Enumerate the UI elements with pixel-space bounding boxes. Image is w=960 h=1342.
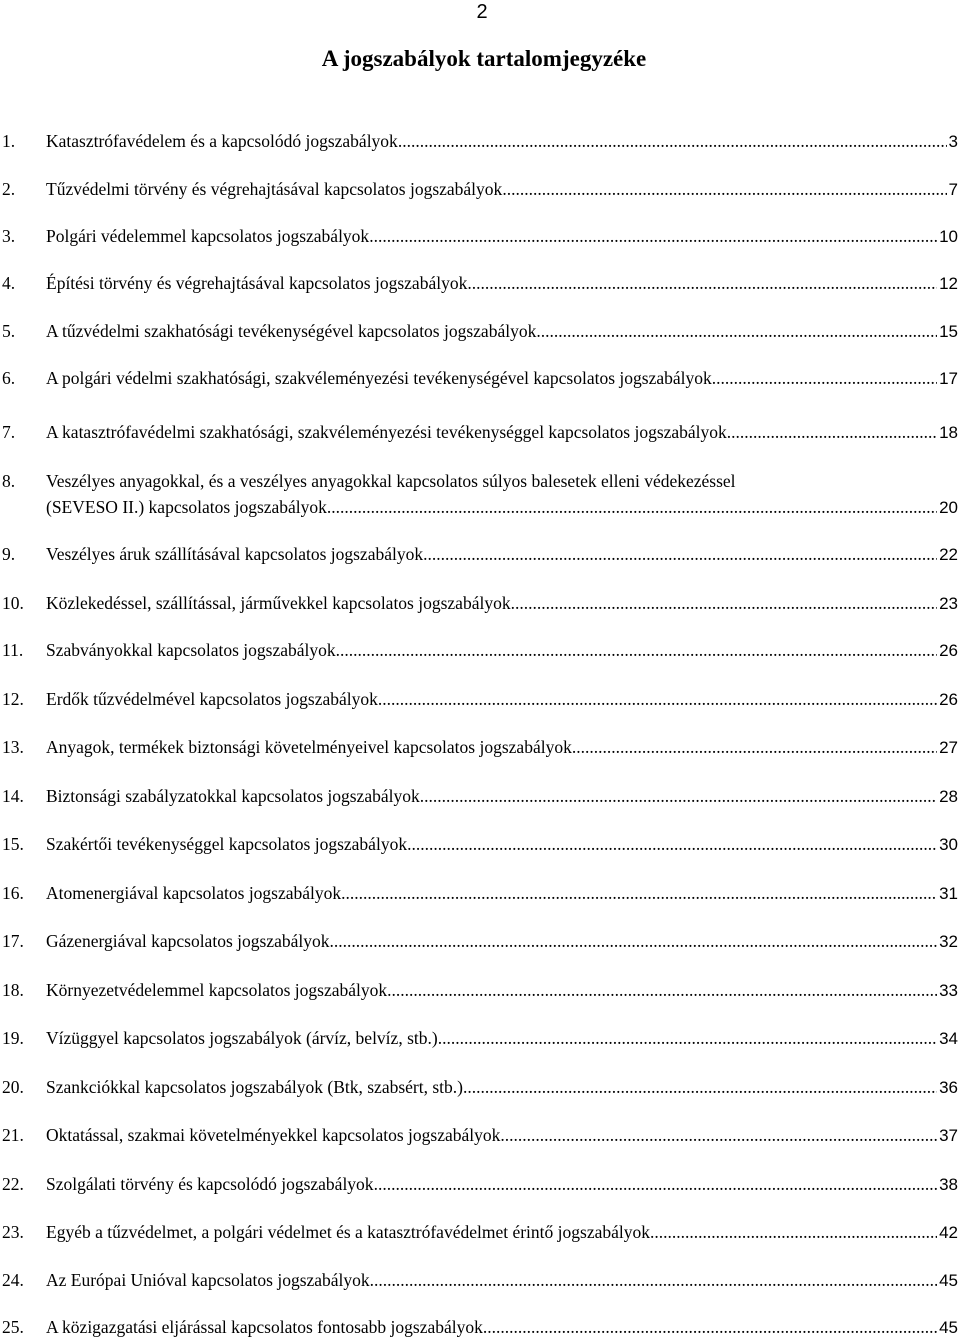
toc-entry-leader — [387, 977, 937, 1003]
toc-entry-title: Szankciókkal kapcsolatos jogszabályok (Btk, szabsért, stb.) — [46, 1077, 463, 1097]
toc-entry-leader — [500, 1122, 937, 1148]
toc-entry-title: Oktatással, szakmai követelményekkel kapcsolatos jogszabályok — [46, 1125, 501, 1145]
toc-entry-page: 36 — [939, 1078, 958, 1097]
toc-entry-page: 12 — [939, 274, 958, 293]
toc-entry-title: Anyagok, termékek biztonsági követelményeivel kapcsolatos jogszabályok — [46, 737, 572, 757]
toc-entry-page: 37 — [939, 1126, 958, 1145]
toc-entry-page: 42 — [939, 1223, 958, 1242]
toc-entry-leader — [423, 541, 937, 567]
toc-entry-title: Szakértői tevékenységgel kapcsolatos jogszabályok — [46, 834, 408, 854]
toc-entry-number: 19. — [2, 1028, 24, 1048]
toc-entry-title: Polgári védelemmel kapcsolatos jogszabályok — [46, 226, 370, 246]
toc-entry-page: 30 — [939, 835, 958, 854]
toc-entry-leader — [420, 783, 937, 809]
toc-entry-title: Egyéb a tűzvédelmet, a polgári védelmet és a katasztrófavédelmet érintő jogszabályok — [46, 1222, 650, 1242]
toc-entry-page: 3 — [948, 132, 958, 151]
toc-entry-leader — [438, 1025, 937, 1051]
toc-entry-page: 23 — [939, 594, 958, 613]
toc-entry-title: Vízüggyel kapcsolatos jogszabályok (árvíz, belvíz, stb.) — [46, 1028, 438, 1048]
toc-entry-page: 31 — [939, 884, 958, 903]
toc-entry-title: Atomenergiával kapcsolatos jogszabályok — [46, 883, 342, 903]
toc-entry-page: 15 — [939, 322, 958, 341]
toc-entry-11[interactable] — [0, 637, 960, 663]
toc-entry-leader — [407, 831, 937, 857]
toc-entry-number: 2. — [2, 179, 16, 199]
toc-entry-23[interactable] — [0, 1219, 960, 1245]
toc-entry-8[interactable] — [0, 468, 960, 520]
toc-entry-page: 17 — [939, 369, 958, 388]
toc-entry-page: 7 — [948, 180, 958, 199]
toc-entry-page: 27 — [939, 738, 958, 757]
toc-entry-22[interactable] — [0, 1171, 960, 1197]
toc-entry-number: 23. — [2, 1222, 24, 1242]
toc-entry-leader — [502, 176, 946, 202]
toc-entry-7[interactable] — [0, 419, 960, 445]
toc-entry-10[interactable] — [0, 590, 960, 616]
toc-entry-title: A közigazgatási eljárással kapcsolatos fontosabb jogszabályok — [46, 1317, 483, 1337]
toc-entry-number: 24. — [2, 1270, 24, 1290]
toc-entry-leader — [650, 1219, 937, 1245]
toc-entry-number: 22. — [2, 1174, 24, 1194]
toc-entry-20[interactable] — [0, 1074, 960, 1100]
toc-entry-title-line1: Veszélyes anyagokkal, és a veszélyes anyagokkal kapcsolatos súlyos balesetek elleni védekezéssel — [46, 471, 736, 491]
toc-entry-leader — [727, 419, 937, 445]
toc-entry-number: 18. — [2, 980, 24, 1000]
toc-entry-25[interactable] — [0, 1314, 960, 1340]
toc-entry-leader — [463, 1074, 937, 1100]
toc-entry-leader — [369, 223, 937, 249]
toc-entry-leader — [536, 318, 937, 344]
toc-entry-page: 32 — [939, 932, 958, 951]
toc-entry-6[interactable] — [0, 365, 960, 391]
toc-entry-title: A polgári védelmi szakhatósági, szakvéleményezési tevékenységével kapcsolatos jogszabályok — [46, 368, 712, 388]
toc-entry-title: Az Európai Unióval kapcsolatos jogszabályok — [46, 1270, 370, 1290]
toc-entry-17[interactable] — [0, 928, 960, 954]
toc-entry-number: 10. — [2, 593, 24, 613]
toc-entry-13[interactable] — [0, 734, 960, 760]
toc-entry-leader — [374, 1171, 938, 1197]
toc-entry-title: Építési törvény és végrehajtásával kapcsolatos jogszabályok — [46, 273, 468, 293]
toc-entry-title: Környezetvédelemmel kapcsolatos jogszabályok — [46, 980, 388, 1000]
toc-entry-16[interactable] — [0, 880, 960, 906]
toc-entry-page: 34 — [939, 1029, 958, 1048]
toc-entry-page: 28 — [939, 787, 958, 806]
toc-entry-15[interactable] — [0, 831, 960, 857]
toc-entry-12[interactable] — [0, 686, 960, 712]
toc-entry-number: 11. — [2, 640, 24, 660]
toc-entry-21[interactable] — [0, 1122, 960, 1148]
toc-entry-number: 16. — [2, 883, 24, 903]
toc-entry-title: A tűzvédelmi szakhatósági tevékenységével kapcsolatos jogszabályok — [46, 321, 537, 341]
page-number: 2 — [476, 1, 488, 23]
toc-entry-page: 22 — [939, 545, 958, 564]
toc-entry-number: 25. — [2, 1317, 24, 1337]
toc-entry-18[interactable] — [0, 977, 960, 1003]
toc-entry-3[interactable] — [0, 223, 960, 249]
toc-entry-number: 5. — [2, 321, 16, 341]
toc-entry-number: 17. — [2, 931, 24, 951]
toc-entry-leader — [341, 880, 937, 906]
toc-entry-number: 3. — [2, 226, 16, 246]
toc-entry-number: 21. — [2, 1125, 24, 1145]
toc-entry-leader — [483, 1314, 937, 1340]
toc-entry-number: 13. — [2, 737, 24, 757]
toc-entry-title: Szabványokkal kapcsolatos jogszabályok — [46, 640, 336, 660]
toc-entry-title: (SEVESO II.) kapcsolatos jogszabályok — [46, 497, 327, 517]
toc-entry-leader — [327, 494, 937, 520]
toc-entry-leader — [511, 590, 937, 616]
toc-entry-leader — [329, 928, 937, 954]
toc-entry-title: A katasztrófavédelmi szakhatósági, szakvéleményezési tevékenységgel kapcsolatos jogszabályok — [46, 422, 727, 442]
toc-entry-24[interactable] — [0, 1267, 960, 1293]
toc-entry-title: Biztonsági szabályzatokkal kapcsolatos jogszabályok — [46, 786, 420, 806]
toc-entry-page: 10 — [939, 227, 958, 246]
toc-entry-leader — [370, 1267, 937, 1293]
toc-entry-title: Gázenergiával kapcsolatos jogszabályok — [46, 931, 330, 951]
toc-entry-page: 18 — [939, 423, 958, 442]
toc-entry-title: Katasztrófavédelem és a kapcsolódó jogszabályok — [46, 131, 398, 151]
toc-entry-number: 9. — [2, 544, 16, 564]
toc-entry-title: Erdők tűzvédelmével kapcsolatos jogszabályok — [46, 689, 378, 709]
toc-entry-leader — [378, 686, 937, 712]
toc-entry-page: 45 — [939, 1271, 958, 1290]
toc-entry-page: 20 — [939, 498, 958, 517]
toc-entry-page: 26 — [939, 641, 958, 660]
toc-entry-19[interactable] — [0, 1025, 960, 1051]
toc-entry-14[interactable] — [0, 783, 960, 809]
toc-entry-page: 26 — [939, 690, 958, 709]
toc-entry-title: Közlekedéssel, szállítással, járművekkel kapcsolatos jogszabályok — [46, 593, 511, 613]
toc-entry-5[interactable] — [0, 318, 960, 344]
page-title: A jogszabályok tartalomjegyzéke — [321, 46, 647, 71]
toc-entry-page: 33 — [939, 981, 958, 1000]
toc-entry-number: 4. — [2, 273, 16, 293]
toc-entry-title: Tűzvédelmi törvény és végrehajtásával kapcsolatos jogszabályok — [46, 179, 503, 199]
toc-entry-title: Veszélyes áruk szállításával kapcsolatos jogszabályok — [46, 544, 424, 564]
toc-entry-number: 1. — [2, 131, 16, 151]
toc-entry-number: 8. — [2, 471, 16, 491]
toc-entry-number: 20. — [2, 1077, 24, 1097]
toc-entry-leader — [572, 734, 937, 760]
toc-entry-number: 7. — [2, 422, 16, 442]
toc-entry-title: Szolgálati törvény és kapcsolódó jogszabályok — [46, 1174, 374, 1194]
toc-entry-leader — [712, 365, 937, 391]
toc-entry-number: 15. — [2, 834, 24, 854]
toc-entry-2[interactable] — [0, 176, 960, 202]
toc-entry-4[interactable] — [0, 270, 960, 296]
toc-entry-leader — [467, 270, 937, 296]
toc-entry-1[interactable] — [0, 128, 960, 154]
toc-entry-page: 45 — [939, 1318, 958, 1337]
toc-entry-number: 14. — [2, 786, 24, 806]
toc-entry-number: 12. — [2, 689, 24, 709]
toc-entry-page: 38 — [939, 1175, 958, 1194]
toc-entry-number: 6. — [2, 368, 16, 388]
toc-entry-leader — [398, 128, 947, 154]
toc-entry-leader — [336, 637, 937, 663]
toc-entry-9[interactable] — [0, 541, 960, 567]
